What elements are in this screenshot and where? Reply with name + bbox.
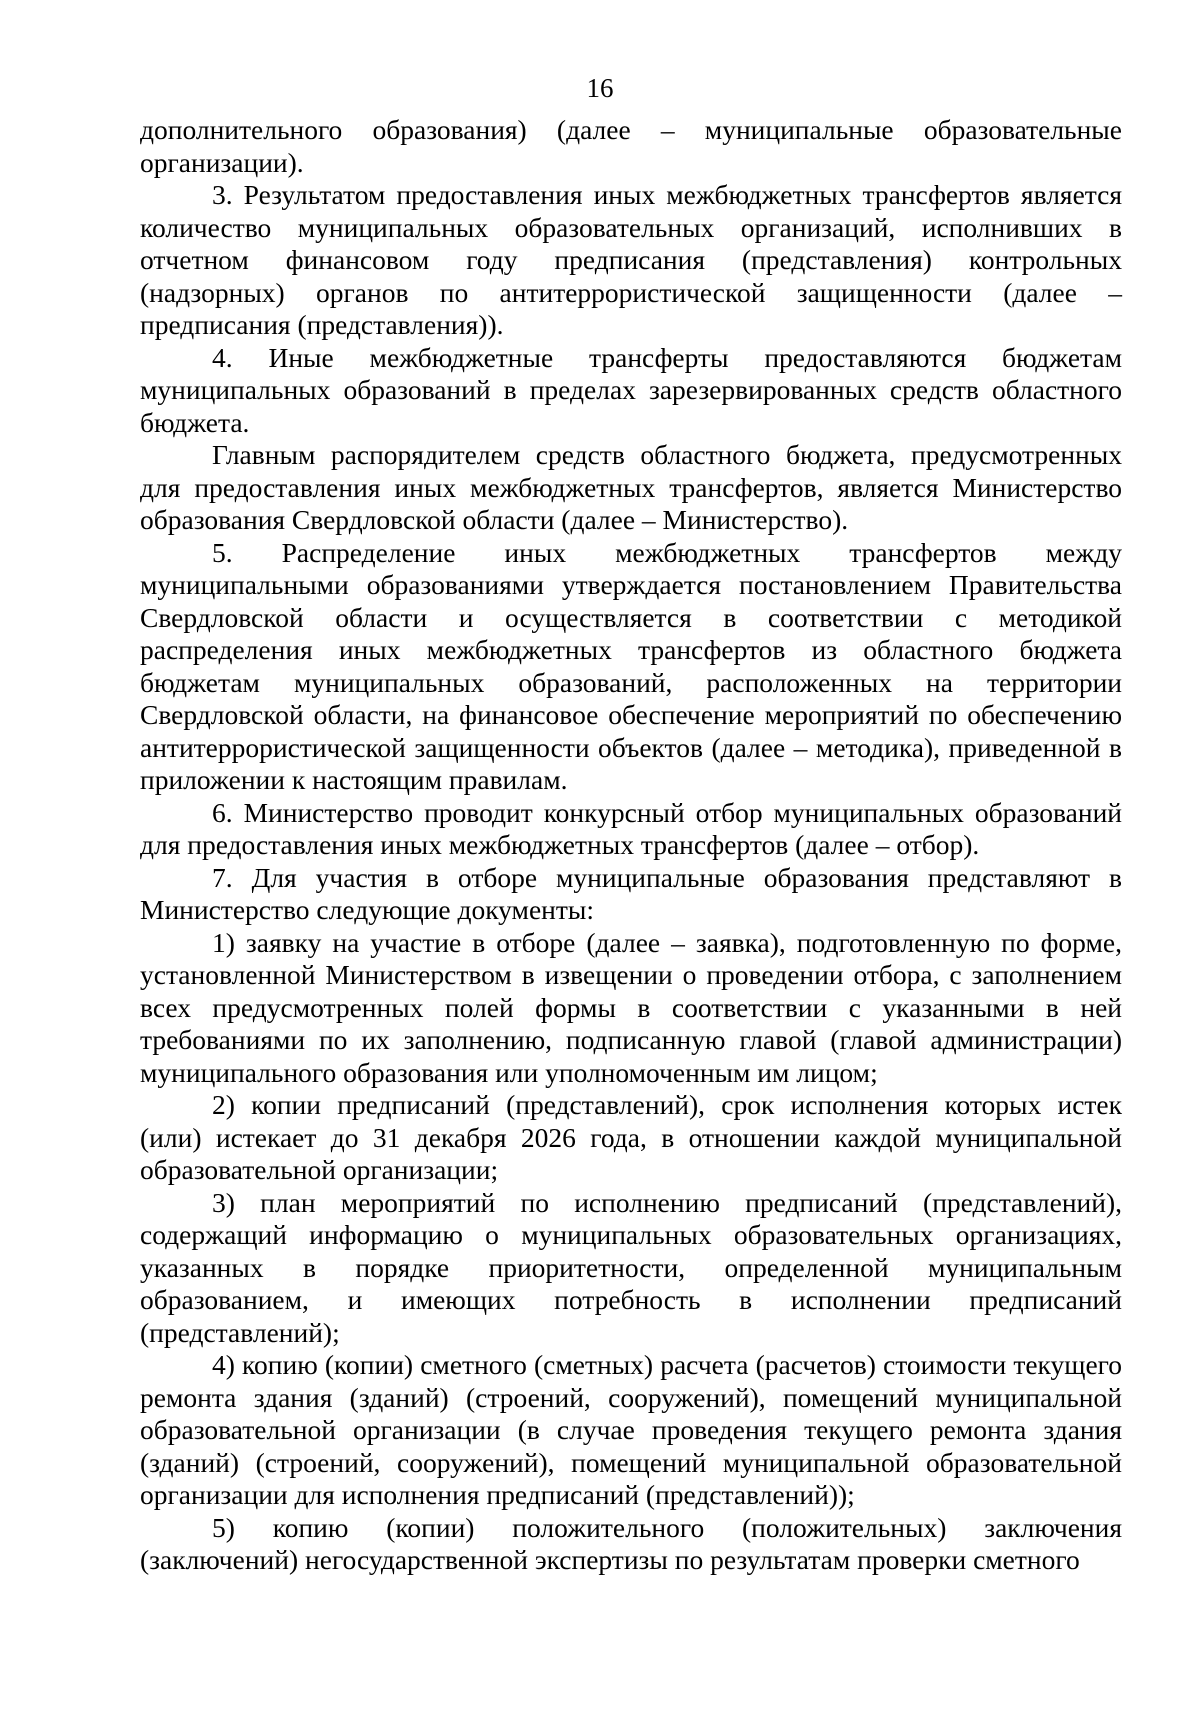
list-item-5: 5) копию (копии) положительного (положительных) заключения (заключений) негосударственной экспертизы по результатам проверки сметного [140, 1511, 1122, 1575]
paragraph-item-7: 7. Для участия в отборе муниципальные образования представляют в Министерство следующие документы: [140, 861, 1122, 925]
paragraph-main-administrator: Главным распорядителем средств областного бюджета, предусмотренных для предоставления иных межбюджетных трансфертов, является Министерство образования Свердловской области (далее – Министерство). [140, 439, 1122, 535]
paragraph-item-6: 6. Министерство проводит конкурсный отбор муниципальных образований для предоставления иных межбюджетных трансфертов (далее – отбор). [140, 796, 1122, 860]
list-item-1: 1) заявку на участие в отборе (далее – заявка), подготовленную по форме, установленной Министерством в извещении о проведении отбора, с заполнением всех предусмотренных полей формы в соответствии с указанными в ней требованиями по их заполнению, подписанную главой (главой администрации) муниципального образования или уполномоченным им лицом; [140, 926, 1122, 1088]
document-body [140, 114, 1122, 1577]
paragraph-item-5: 5. Распределение иных межбюджетных трансфертов между муниципальными образованиями утверждается постановлением Правительства Свердловской области и осуществляется в соответствии с методикой распределения иных межбюджетных трансфертов из областного бюджета бюджетам муниципальных образований, расположенных на территории Свердловской области, на финансовое обеспечение мероприятий по обеспечению антитеррористической защищенности объектов (далее – методика), приведенной в приложении к настоящим правилам. [140, 536, 1122, 795]
paragraph-item-4: 4. Иные межбюджетные трансферты предоставляются бюджетам муниципальных образований в пределах зарезервированных средств областного бюджета. [140, 341, 1122, 438]
paragraph-item-3: 3. Результатом предоставления иных межбюджетных трансфертов является количество муниципальных образовательных организаций, исполнивших в отчетном финансовом году предписания (представления) контрольных (надзорных) органов по антитеррористической защищенности (далее – предписания (представления)). [140, 179, 1122, 340]
paragraph-continuation: дополнительного образования) (далее – муниципальные образовательные организации). [140, 114, 1122, 178]
list-item-3: 3) план мероприятий по исполнению предписаний (представлений), содержащий информацию о муниципальных образовательных организациях, указанных в порядке приоритетности, определенной муниципальным образованием, и имеющих потребность в исполнении предписаний (представлений); [140, 1186, 1122, 1348]
list-item-2: 2) копии предписаний (представлений), срок исполнения которых истек (или) истекает до 31 декабря 2026 года, в отношении каждой муниципальной образовательной организации; [140, 1089, 1122, 1185]
list-item-4: 4) копию (копии) сметного (сметных) расчета (расчетов) стоимости текущего ремонта здания (зданий) (строений, сооружений), помещений муниципальной образовательной организации (в случае проведения текущего ремонта здания (зданий) (строений, сооружений), помещений муниципальной образовательной организации для исполнения предписаний (представлений)); [140, 1349, 1122, 1510]
page-number: 16 [586, 73, 614, 103]
